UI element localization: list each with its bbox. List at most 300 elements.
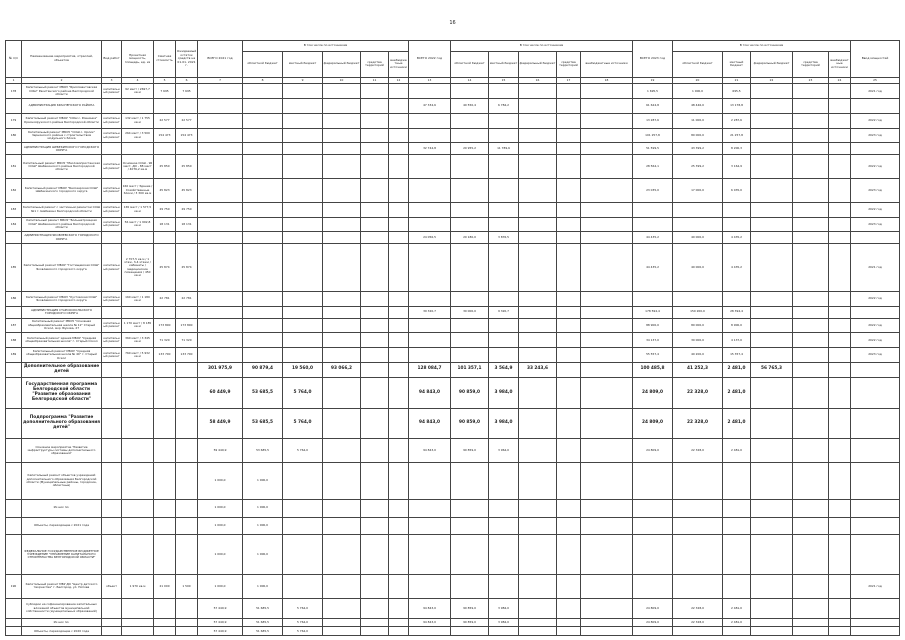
page-number: 16 [449,20,456,26]
table-cell: 90 859,0 [451,598,489,618]
table-cell [389,333,409,348]
table-cell [633,499,673,517]
table-cell [851,99,900,114]
table-cell [323,462,361,499]
table-cell [6,462,22,499]
table-cell [557,217,581,232]
table-cell: 56 765,3 [751,362,793,377]
table-cell [751,499,793,517]
table-cell [519,377,557,409]
table-cell: 2 481,0 [723,618,751,627]
table-cell [323,244,361,292]
table-cell [751,128,793,143]
row-name-cell: Капитальный ремонт МБОУ "Масловопристанская СОШ" Шебекинского района Белгородской области [22,155,102,179]
table-cell: 2023 год [851,179,900,203]
table-cell [283,462,323,499]
table-cell: 150 200,0 [673,306,723,318]
row-name-cell: Капитальный ремонт МБУ ДО "Центр детского творчества" г. Белгород, ул. Попова [22,575,102,599]
table-cell [581,244,633,292]
table-cell [451,517,489,535]
table-cell [751,517,793,535]
table-cell [102,439,122,463]
table-cell [519,202,557,217]
table-cell [519,217,557,232]
table-cell: 1 000,0 [198,499,243,517]
table-cell [323,155,361,179]
table-cell [751,377,793,409]
sub-header: областной бюджет [451,51,489,77]
table-cell: 30 000,0 [673,333,723,348]
table-cell: 180 [6,128,22,143]
table-cell [323,333,361,348]
table-cell [389,575,409,599]
header-capacity-input: Ввод мощностей [851,41,900,78]
table-cell: 88 900,0 [633,318,673,333]
table-cell [323,618,361,627]
table-row [6,217,900,232]
table-cell [283,517,323,535]
table-cell [557,291,581,306]
table-cell [409,517,451,535]
table-cell: капитальный ремонт [102,113,122,128]
table-cell [557,598,581,618]
column-index-cell: 24 [829,77,851,84]
table-cell [122,377,154,409]
table-cell [489,333,519,348]
header-remainder: Ожидаемый остаток средств на 01.01. 2021 г. [176,41,198,78]
table-cell [122,306,154,318]
row-name-cell: Капитальный ремонт МБОУ "Средняя общеобразовательная школа № 40" г. Старый Оскол [22,348,102,363]
table-cell: 1 170 мест / 8 185 кв.м [122,318,154,333]
table-cell [409,291,451,306]
table-cell [581,535,633,575]
row-name-cell: Основное мероприятие "Развитие инфраструктуры системы дополнительного образования" [22,439,102,463]
column-index-cell: 1 [6,77,22,84]
table-cell [154,306,176,318]
table-cell [793,128,829,143]
row-name-cell: Объекты, переходящие с 2021 года [22,517,102,535]
table-cell: капитальный ремонт [102,333,122,348]
table-cell: 178 [6,84,22,99]
table-cell [851,377,900,409]
table-cell [851,143,900,155]
table-cell [673,217,723,232]
table-cell [122,462,154,499]
table-cell [102,306,122,318]
table-cell [243,318,283,333]
header-cost: Сметная стоимость [154,41,176,78]
table-cell [793,179,829,203]
table-cell [793,618,829,627]
table-cell: 25 850 [154,155,176,179]
table-cell: 9 320,7 [489,306,519,318]
table-cell [283,575,323,599]
column-index-row [6,77,900,84]
table-cell: 30 000,0 [451,306,489,318]
column-index-cell: 25 [851,77,900,84]
table-cell [489,84,519,99]
table-cell: 90 879,4 [243,362,283,377]
table-cell [283,333,323,348]
table-cell [198,348,243,363]
table-cell: 3 984,0 [489,377,519,409]
table-cell [489,575,519,599]
table-cell [243,113,283,128]
table-cell: капитальный ремонт [102,217,122,232]
table-cell [829,306,851,318]
table-cell: 173 800 [176,318,198,333]
table-cell: 100 485,8 [633,362,673,377]
table-cell [243,143,283,155]
table-cell [519,291,557,306]
table-row [6,113,900,128]
row-name-cell: Государственная программа Белгородской области "Развитие образования Белгородской области" [22,377,102,409]
column-index-cell: 3 [102,77,122,84]
table-cell [389,627,409,636]
table-cell [102,499,122,517]
table-cell: 80 000,0 [673,318,723,333]
table-cell [673,627,723,636]
table-cell [409,348,451,363]
table-cell [489,517,519,535]
table-cell [283,232,323,244]
table-cell [154,409,176,439]
table-cell [323,598,361,618]
table-cell: 28 564,1 [633,155,673,179]
table-cell: 5 764,0 [283,598,323,618]
table-row [6,155,900,179]
table-cell [829,499,851,517]
table-cell: 59 449,9 [198,439,243,463]
table-cell [323,409,361,439]
table-row [6,409,900,439]
table-cell [154,377,176,409]
table-cell [361,128,389,143]
table-cell [389,99,409,114]
header-num: № п/п [6,41,22,78]
table-cell: капитальный ремонт [102,318,122,333]
table-cell [793,143,829,155]
table-row [6,244,900,292]
row-name-cell: Капитальный ремонт МБОУ "Большетроицкая СОШ" Шебекинского района Белгородской области [22,217,102,232]
table-cell [154,143,176,155]
table-cell: капитальный ремонт [102,128,122,143]
table-cell [243,306,283,318]
table-cell: 29 750 [154,202,176,217]
table-cell [122,143,154,155]
table-cell [283,155,323,179]
table-row [6,439,900,463]
table-cell [489,462,519,499]
sub-header: областной бюджет [243,51,283,77]
table-cell [361,598,389,618]
table-cell: 57 449,9 [198,598,243,618]
table-cell [176,362,198,377]
table-cell [283,244,323,292]
column-index-cell: 2 [22,77,102,84]
table-cell [6,99,22,114]
table-cell [243,128,283,143]
table-cell [519,128,557,143]
table-cell: 47 334,6 [409,99,451,114]
table-cell: Основное СОШ - 96 мест, ДО - 88 мест / 4076,2 кв.м [122,155,154,179]
table-cell [557,306,581,318]
table-cell [451,202,489,217]
table-cell [154,362,176,377]
table-cell [361,143,389,155]
table-cell [557,143,581,155]
table-cell [102,517,122,535]
table-cell: 181 [6,155,22,179]
table-cell [829,291,851,306]
table-cell [581,143,633,155]
table-cell [519,499,557,517]
table-cell [243,232,283,244]
table-cell: 1 000,0 [198,517,243,535]
table-cell [389,598,409,618]
table-cell: 2023 год [851,348,900,363]
table-cell [829,462,851,499]
table-cell: 5 764,0 [283,439,323,463]
table-cell [751,306,793,318]
table-cell: 90 859,0 [451,377,489,409]
table-cell [793,244,829,292]
row-name-cell: Капитальный ремонт здания МБОУ "Средняя общеобразовательная школа" г. Старый Оскол [22,333,102,348]
table-cell [581,627,633,636]
table-cell [793,113,829,128]
table-cell: 8 900,0 [723,318,751,333]
table-cell [389,362,409,377]
table-cell [751,439,793,463]
table-cell: 33 243,6 [519,362,557,377]
table-row [6,232,900,244]
table-cell [451,113,489,128]
row-name-cell: Из них по: [22,618,102,627]
table-cell [389,318,409,333]
table-cell [673,535,723,575]
table-cell [581,362,633,377]
table-row [6,318,900,333]
table-cell: 183 [6,202,22,217]
table-cell: 2022 год [851,333,900,348]
table-cell [243,202,283,217]
table-cell [122,535,154,575]
table-cell [581,517,633,535]
table-cell [633,517,673,535]
table-cell [122,99,154,114]
table-cell [154,462,176,499]
table-cell [122,232,154,244]
table-cell [102,99,122,114]
table-cell [243,291,283,306]
table-cell: 94 843,0 [409,439,451,463]
table-cell: 301 975,9 [198,362,243,377]
table-cell [793,439,829,463]
table-cell [6,517,22,535]
table-cell [283,84,323,99]
table-cell [519,179,557,203]
table-cell [102,232,122,244]
table-cell [851,362,900,377]
table-cell: 21 257,8 [723,128,751,143]
table-cell [361,499,389,517]
table-row [6,84,900,99]
table-cell [793,517,829,535]
column-index-cell: 20 [673,77,723,84]
table-cell: 80 000,0 [673,128,723,143]
table-cell [122,362,154,377]
table-cell: 1 695,5 [633,84,673,99]
table-cell [243,179,283,203]
table-cell [633,462,673,499]
table-cell: 2 481,0 [723,362,751,377]
table-cell [557,155,581,179]
table-cell [793,598,829,618]
table-cell [176,143,198,155]
table-cell: 24 809,0 [633,409,673,439]
table-body [6,77,900,636]
table-row [6,627,900,636]
row-name-cell: Из них по: [22,499,102,517]
table-cell [198,244,243,292]
table-cell: 20 180,0 [451,232,489,244]
table-cell [723,291,751,306]
table-cell [389,377,409,409]
table-cell [389,179,409,203]
table-cell: 1 000,0 [198,462,243,499]
table-cell: 22 328,0 [673,377,723,409]
table-cell [243,84,283,99]
table-cell: капитальный ремонт [102,348,122,363]
header-name: Наименование мероприятия, отраслей, объектов [22,41,102,78]
table-cell [723,517,751,535]
table-cell [451,84,489,99]
table-cell: 189 [6,348,22,363]
table-cell [198,84,243,99]
table-cell [409,202,451,217]
table-cell [243,155,283,179]
table-cell [581,618,633,627]
table-cell [361,202,389,217]
table-cell [451,575,489,599]
table-cell [102,627,122,636]
table-cell [557,113,581,128]
table-row [6,348,900,363]
table-cell [198,113,243,128]
table-cell [451,627,489,636]
header-work-type: Вид работ [102,41,122,78]
table-cell: 2 707,5 кв.м / 1 этаж, 3-4 этажи / кабинеты / медицинские помещения / 450 кв.м [122,244,154,292]
table-cell [323,217,361,232]
table-cell [581,333,633,348]
table-cell [283,113,323,128]
table-cell [198,179,243,203]
header-group-2022: В том числе по источникам [451,41,633,52]
row-name-cell: Капитальный ремонт МБОУ "Основная общеобразовательная школа № 12" Старый Оскол, мкр Жукова, 27 [22,318,102,333]
column-index-cell: 5 [154,77,176,84]
table-cell: 22 328,0 [673,439,723,463]
table-cell [361,244,389,292]
table-cell: 32 744,8 [409,143,451,155]
table-cell [389,462,409,499]
table-cell: 178 594,4 [633,306,673,318]
column-index-cell: 19 [633,77,673,84]
table-cell: 6 035,0 [723,179,751,203]
table-cell [557,618,581,627]
table-cell: 24 056,5 [409,232,451,244]
table-cell [829,128,851,143]
table-cell [557,409,581,439]
table-row [6,377,900,409]
table-cell [851,499,900,517]
table-cell [6,598,22,618]
table-cell [557,362,581,377]
table-cell [102,462,122,499]
table-cell: 182 [6,179,22,203]
table-cell [122,409,154,439]
table-cell: 2022 год [851,155,900,179]
table-cell [751,348,793,363]
table-cell [198,155,243,179]
table-cell [154,499,176,517]
table-cell [633,202,673,217]
table-row [6,535,900,575]
table-cell: 133 700 [154,348,176,363]
table-cell: 29 750 [176,202,198,217]
table-cell [283,318,323,333]
table-cell [6,306,22,318]
table-cell [451,333,489,348]
table-cell: 44 435,2 [633,232,673,244]
table-cell [389,291,409,306]
table-cell [751,143,793,155]
table-cell [793,155,829,179]
table-cell [6,439,22,463]
table-cell [793,627,829,636]
table-cell: 2022 год [851,113,900,128]
table-cell [361,179,389,203]
table-cell: 1 000,0 [243,517,283,535]
table-cell [489,291,519,306]
table-cell [557,99,581,114]
table-cell [323,348,361,363]
table-cell [793,232,829,244]
table-cell [793,348,829,363]
table-cell [451,318,489,333]
table-cell [283,499,323,517]
table-cell [154,517,176,535]
table-cell [581,377,633,409]
table-cell [581,155,633,179]
table-cell [829,618,851,627]
table-cell: 17 000,0 [673,179,723,203]
column-index-cell: 13 [409,77,451,84]
table-cell: 7 695 [176,84,198,99]
table-cell: 11 789,6 [489,143,519,155]
table-cell: 101 257,8 [633,128,673,143]
table-cell: 44 435,2 [633,244,673,292]
table-cell [122,439,154,463]
table-cell [519,232,557,244]
table-cell [489,113,519,128]
table-cell [323,439,361,463]
table-cell [323,113,361,128]
table-cell [581,232,633,244]
table-cell [751,99,793,114]
table-cell: 90 859,0 [451,618,489,627]
table-cell [409,627,451,636]
table-cell [829,99,851,114]
